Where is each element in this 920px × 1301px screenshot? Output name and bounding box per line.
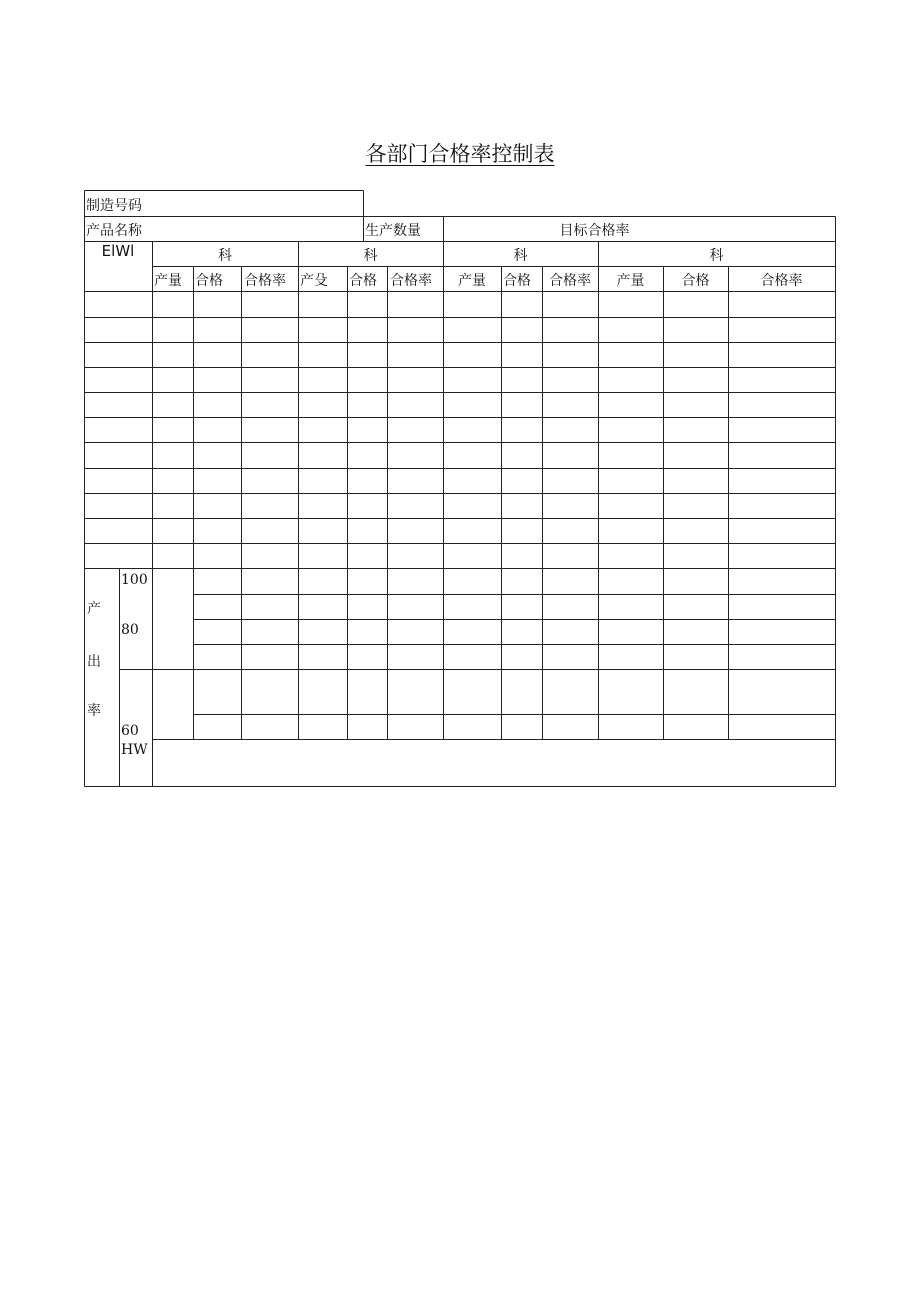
sub-header-rate-4: 合格率 — [760, 273, 803, 289]
dept-header-4: 科 — [709, 248, 724, 264]
dept-header-3: 科 — [513, 248, 528, 264]
dept-header-1: 科 — [218, 248, 232, 264]
sub-header-output-2: 产殳 — [300, 273, 328, 289]
y-tick-80: 80 — [121, 622, 139, 638]
y-tick-100: 100 — [121, 572, 148, 588]
sub-header-pass-2: 合格 — [349, 273, 377, 289]
sub-header-rate-2: 合格率 — [390, 273, 432, 289]
footer-label: HW — [121, 742, 148, 758]
side-label-char-3: 率 — [87, 703, 101, 719]
sub-header-output-4: 产量 — [616, 273, 645, 289]
y-tick-60: 60 — [121, 723, 139, 739]
mfg-no-label: 制造号码 — [86, 198, 142, 214]
target-rate-label: 目标合格率 — [559, 223, 630, 239]
product-name-label: 产品名称 — [86, 223, 142, 239]
corner-label: ElWl — [101, 242, 135, 260]
sub-header-pass-4: 合格 — [681, 273, 710, 289]
sub-header-pass-3: 合格 — [503, 273, 531, 289]
page-title-text: 各部门合格率控制表 — [365, 142, 555, 166]
dept-header-2: 科 — [363, 248, 378, 264]
sub-header-rate-3: 合格率 — [549, 273, 591, 289]
sub-header-pass-1: 合格 — [195, 273, 223, 289]
sub-header-output-3: 产量 — [458, 273, 486, 289]
side-label-char-2: 出 — [87, 654, 101, 670]
sub-header-output-1: 产量 — [154, 273, 182, 289]
side-label-char-1: 产 — [87, 601, 101, 617]
sub-header-rate-1: 合格率 — [244, 273, 286, 289]
production-qty-label: 生产数量 — [365, 223, 421, 239]
